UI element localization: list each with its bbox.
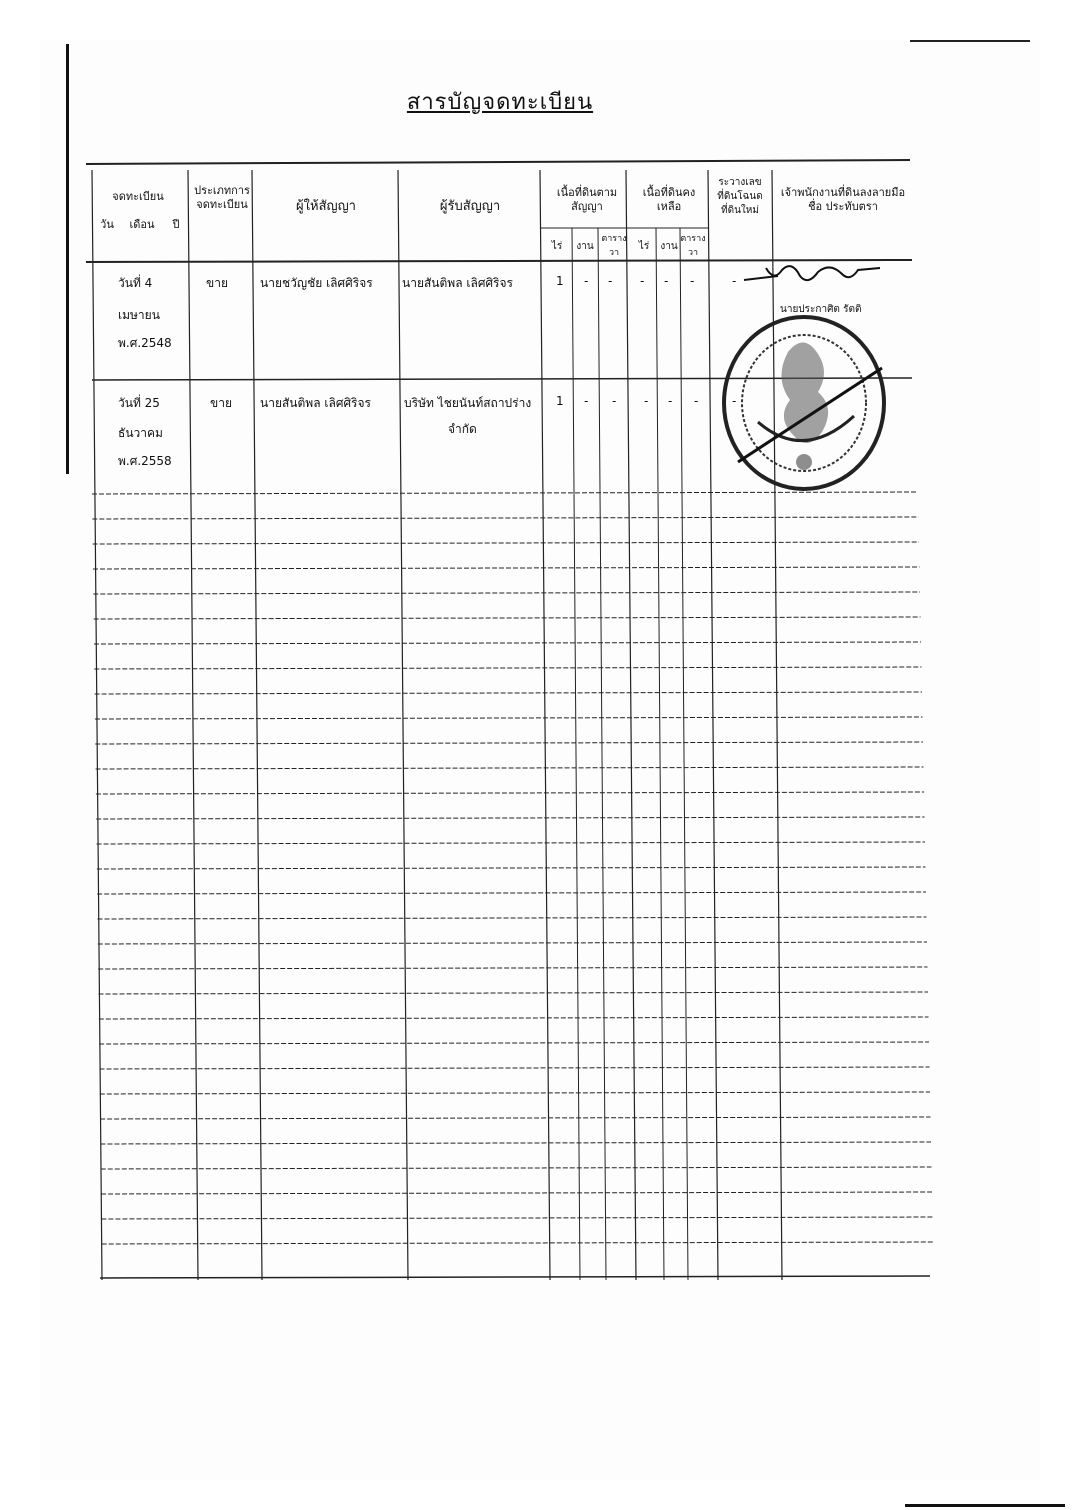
header-date-group: จดทะเบียน <box>112 190 164 203</box>
ruled-line <box>96 792 924 794</box>
row2-remain-wa: - <box>694 394 699 408</box>
ruled-line <box>96 767 924 769</box>
officer-signature <box>738 258 888 290</box>
row2-remain-ngan: - <box>668 394 673 408</box>
header-date-month: เดือน <box>129 218 155 231</box>
row1-date-month: เมษายน <box>118 308 160 322</box>
table-top-rule <box>86 160 910 164</box>
ruled-line <box>94 617 921 619</box>
row2-date-day: วันที่ 25 <box>118 396 160 410</box>
column-rule <box>188 170 198 1280</box>
ruled-line <box>97 892 926 894</box>
ruled-line <box>95 742 923 744</box>
ruled-line <box>93 567 920 569</box>
header-new-deed: ระวางเลขที่ดินโฉนดที่ดินใหม่ <box>717 177 763 216</box>
document-title: สารบัญจดทะเบียน <box>406 90 594 115</box>
ruled-line <box>94 667 921 669</box>
row1-date-year: พ.ศ.2548 <box>118 336 172 350</box>
row2-new-deed: - <box>732 394 737 408</box>
column-rule <box>540 170 550 1280</box>
ruled-line <box>99 1042 929 1044</box>
ruled-line <box>92 517 918 519</box>
row2-contract-rai: 1 <box>556 394 564 408</box>
header-unit-ngan-2: งาน <box>660 241 678 252</box>
row1-contract-ngan: - <box>584 274 589 288</box>
header-date-day: วัน <box>100 218 114 231</box>
ruled-line <box>98 917 927 919</box>
table-bottom-rule <box>100 1276 930 1278</box>
ruled-line <box>95 717 923 719</box>
ruled-line <box>102 1242 933 1244</box>
header-officer: เจ้าพนักงานที่ดินลงลายมือชื่อ ประทับตรา <box>780 186 906 213</box>
ruled-line <box>101 1217 932 1219</box>
header-area-contract: เนื้อที่ดินตามสัญญา <box>556 186 618 213</box>
unit-column-rule <box>598 228 606 1280</box>
ruled-line <box>96 817 924 819</box>
row1-grantee: นายสันติพล เลิศศิริจร <box>402 276 513 290</box>
row1-remain-wa: - <box>690 274 695 288</box>
header-date-year: ปี <box>172 218 180 231</box>
row2-grantor: นายสันติพล เลิศศิริจร <box>260 396 371 410</box>
row1-date-day: วันที่ 4 <box>118 276 153 290</box>
official-seal-icon <box>718 312 890 494</box>
ruled-line <box>95 692 922 694</box>
column-rule <box>708 170 718 1280</box>
row2-remain-rai: - <box>644 394 649 408</box>
ruled-line <box>93 542 919 544</box>
row1-type: ขาย <box>206 276 228 290</box>
unit-column-rule <box>572 228 580 1280</box>
ruled-line <box>98 967 927 969</box>
row2-grantee-line2: จำกัด <box>448 422 477 436</box>
unit-column-rule <box>656 228 664 1280</box>
ruled-line <box>99 992 929 994</box>
officer-note: นายประกาศิต รัตติ <box>780 304 862 315</box>
row1-grantor: นายชวัญชัย เลิศศิริจร <box>260 276 373 290</box>
header-unit-wa: ตารางวา <box>601 234 627 258</box>
row2-grantee-line1: บริษัท ไชยนันท์สถาปร่าง <box>404 396 532 410</box>
column-rule <box>398 170 408 1280</box>
row1-remain-ngan: - <box>664 274 669 288</box>
header-unit-wa-2: ตารางวา <box>680 234 706 258</box>
ruled-line <box>97 867 926 869</box>
row2-type: ขาย <box>210 396 232 410</box>
row1-new-deed: - <box>732 274 737 288</box>
header-type: ประเภทการจดทะเบียน <box>194 184 250 211</box>
ruled-line <box>100 1142 931 1144</box>
row2-date-month: ธันวาคม <box>118 426 163 440</box>
ruled-line <box>98 942 927 944</box>
ruled-line <box>94 642 921 644</box>
unit-column-rule <box>680 228 688 1280</box>
row1-remain-rai: - <box>640 274 645 288</box>
row1-contract-wa: - <box>608 274 613 288</box>
column-rule <box>92 170 102 1280</box>
ruled-line <box>97 842 925 844</box>
header-grantor: ผู้ให้สัญญา <box>296 199 356 214</box>
ruled-line <box>100 1117 930 1119</box>
row2-contract-wa: - <box>612 394 617 408</box>
ruled-line <box>101 1192 932 1194</box>
row1-contract-rai: 1 <box>556 274 564 288</box>
ruled-line <box>100 1092 930 1094</box>
row2-contract-ngan: - <box>584 394 589 408</box>
ruled-line <box>99 1017 929 1019</box>
header-area-remaining: เนื้อที่ดินคงเหลือ <box>642 186 696 213</box>
header-unit-rai: ไร่ <box>551 241 563 252</box>
header-unit-rai-2: ไร่ <box>638 241 650 252</box>
ruled-line <box>99 1067 929 1069</box>
ruled-line <box>101 1167 932 1169</box>
column-rule <box>626 170 636 1280</box>
ruled-line <box>93 592 920 594</box>
column-rule <box>252 170 262 1280</box>
row2-date-year: พ.ศ.2558 <box>118 454 172 468</box>
header-grantee: ผู้รับสัญญา <box>439 199 501 214</box>
header-unit-ngan: งาน <box>576 241 594 252</box>
